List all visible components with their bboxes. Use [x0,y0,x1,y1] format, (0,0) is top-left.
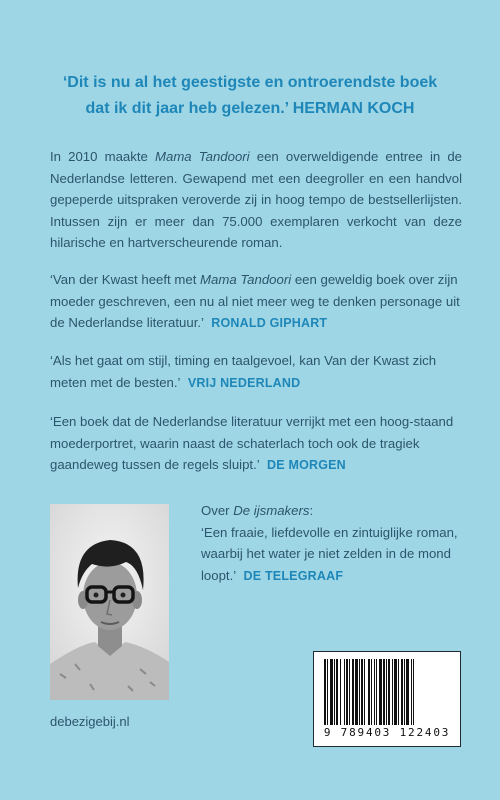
other-book-prefix: Over [201,503,234,518]
barcode-bar [383,659,385,725]
barcode-bar [392,659,393,725]
review-1-text-end: een geweldig boek over zijn moeder geschreven, een nu al niet meer weg te denken personage uit de Nederlandse literatuur.’ [50,272,460,330]
barcode-bar [324,659,326,725]
barcode-bar [361,659,363,725]
barcode-bar [355,659,358,725]
intro-text-start: In 2010 maakte [50,149,155,164]
intro-paragraph [50,146,462,254]
barcode-bar [386,659,387,725]
intro-text-end: een overweldigende entree in de Nederlandse letteren. Gewapend met een deegroller en een handvol gepeperde uitspraken veroverde zij in hoog tempo de bestsellerlijsten. Intussen zijn er meer dan 75.000 exemplaren verkocht van deze hilarische en hartverscheurende roman. [50,149,463,250]
barcode [313,651,461,747]
author-photo [50,504,169,700]
review-3-text: ‘Een boek dat de Nederlandse literatuur verrijkt met een hoog-staand moederportret, waarin naast de schaterlach toch ook de tragiek gaandeweg tussen de regels sluipt.’ [50,414,454,472]
barcode-bar [371,659,372,725]
review-1-source: RONALD GIPHART [211,316,328,330]
headline-quote [40,70,460,122]
barcode-bar [401,659,403,725]
other-book-quote: ‘Een fraaie, liefdevolle en zintuiglijke roman, waarbij het water je niet zelden in de mond loopt.’ [201,524,458,583]
barcode-bar [336,659,338,725]
review-2-text: ‘Als het gaat om stijl, timing en taalgevoel, kan Van der Kwast zich meten met de besten.’ [50,353,437,390]
headline-line-2: dat ik dit jaar heb gelezen.’ [85,100,289,117]
barcode-bar [379,659,382,725]
barcode-bar [411,659,412,725]
other-book-review [201,500,471,587]
barcode-bar [334,659,335,725]
review-1-text-start: ‘Van der Kwast heeft met [50,272,201,287]
barcode-bar [404,659,405,725]
review-2-source: VRIJ NEDERLAND [187,375,301,390]
barcode-bar [340,659,341,725]
other-book-suffix: : [309,503,314,518]
barcode-bar [327,659,328,725]
barcode-bar [344,659,345,725]
other-book-heading [201,500,471,522]
barcode-bar [346,659,348,725]
barcode-bar [330,659,333,725]
barcode-bar [398,659,399,725]
barcode-bar [359,659,360,725]
review-quote-1 [50,269,462,335]
barcode-bar [413,659,414,725]
barcode-bar [352,659,354,725]
isbn-number: 9 789403 122403 [323,726,451,739]
intro-book-title: Mama Tandoori [155,149,250,164]
barcode-bars [324,659,450,725]
review-quote-2 [50,350,462,394]
barcode-bar [376,659,377,725]
other-book-source: DE TELEGRAAF [243,568,344,583]
review-1-book-title: Mama Tandoori [200,272,292,287]
review-quote-3 [50,411,462,477]
review-3-source: DE MORGEN [267,458,346,472]
barcode-bar [374,659,375,725]
headline-source: HERMAN KOCH [292,100,415,117]
headline-line-1: ‘Dit is nu al het geestigste en ontroerendste boek [62,74,438,91]
barcode-bar [364,659,365,725]
other-book-title: De ijsmakers [233,503,310,518]
barcode-bar [394,659,397,725]
author-portrait-image [50,504,169,700]
barcode-bar [406,659,409,725]
barcode-bar [349,659,350,725]
barcode-bar [368,659,370,725]
publisher-website: debezigebij.nl [50,714,130,729]
barcode-bar [388,659,390,725]
